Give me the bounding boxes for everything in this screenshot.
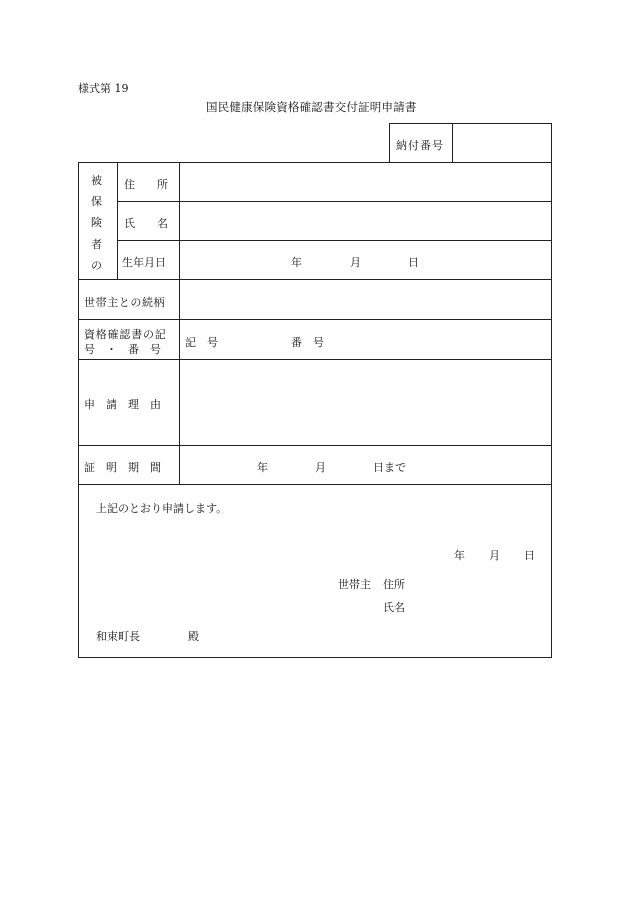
insured-label-1: 被 (91, 174, 102, 187)
period-until-unit: 日まで (373, 461, 406, 474)
certificate-label-line2: 号 ・ 番 号 (84, 343, 161, 356)
period-field[interactable] (181, 447, 550, 483)
insured-label-3: 険 (91, 216, 102, 229)
receipt-number-field[interactable] (454, 124, 551, 161)
birthdate-month-unit: 月 (350, 256, 361, 269)
receipt-number-label: 納付番号 (396, 139, 444, 152)
name-label: 氏 名 (124, 217, 168, 230)
address-field[interactable] (181, 163, 550, 200)
table-right-border (551, 123, 552, 658)
birthdate-year-unit: 年 (291, 256, 302, 269)
period-year-unit: 年 (257, 461, 268, 474)
table-left-border (78, 162, 79, 658)
address-label: 住 所 (124, 178, 168, 191)
certificate-number-label: 番 号 (291, 336, 324, 349)
page-title: 国民健康保険資格確認書交付証明申請書 (206, 100, 417, 114)
receipt-box-divider (452, 123, 453, 162)
householder-name-field[interactable] (410, 595, 548, 615)
application-date-year: 年 (454, 549, 465, 562)
birthdate-label: 生年月日 (122, 256, 166, 269)
certificate-field[interactable] (181, 320, 550, 358)
period-month-unit: 月 (315, 461, 326, 474)
honorific-label: 殿 (188, 630, 199, 643)
application-date-day: 日 (524, 549, 535, 562)
insured-group-divider (117, 162, 118, 280)
addressee-label: 和束町長 (96, 630, 140, 643)
application-date-month: 月 (489, 549, 500, 562)
birthdate-field[interactable] (181, 241, 550, 278)
birthdate-day-unit: 日 (408, 256, 419, 269)
row-divider-certificate (78, 359, 552, 360)
application-date-field[interactable] (430, 542, 545, 562)
application-statement: 上記のとおり申請します。 (96, 502, 228, 515)
insured-label-2: 保 (91, 195, 102, 208)
relationship-field[interactable] (181, 281, 550, 318)
form-number: 様式第 19 (78, 82, 129, 95)
certificate-symbol-label: 記 号 (185, 336, 218, 349)
row-divider-period (78, 484, 552, 485)
period-label: 証 明 期 間 (84, 461, 161, 474)
receipt-box-left (389, 123, 390, 162)
reason-label: 申 請 理 由 (84, 398, 161, 411)
householder-name-label: 氏名 (383, 601, 405, 614)
reason-field[interactable] (181, 361, 550, 444)
householder-address-field[interactable] (410, 572, 548, 592)
insured-label-5: の (91, 259, 102, 272)
householder-address-label: 住所 (383, 578, 405, 591)
householder-label: 世帯主 (338, 578, 371, 591)
relationship-label: 世帯主との続柄 (84, 296, 166, 309)
row-divider-birthdate (78, 279, 552, 280)
name-field[interactable] (181, 202, 550, 239)
row-divider-reason (78, 445, 552, 446)
certificate-label-line1: 資格確認書の記 (84, 328, 167, 341)
label-column-divider (179, 162, 180, 485)
table-bottom-border (78, 657, 552, 658)
insured-label-4: 者 (91, 238, 102, 251)
